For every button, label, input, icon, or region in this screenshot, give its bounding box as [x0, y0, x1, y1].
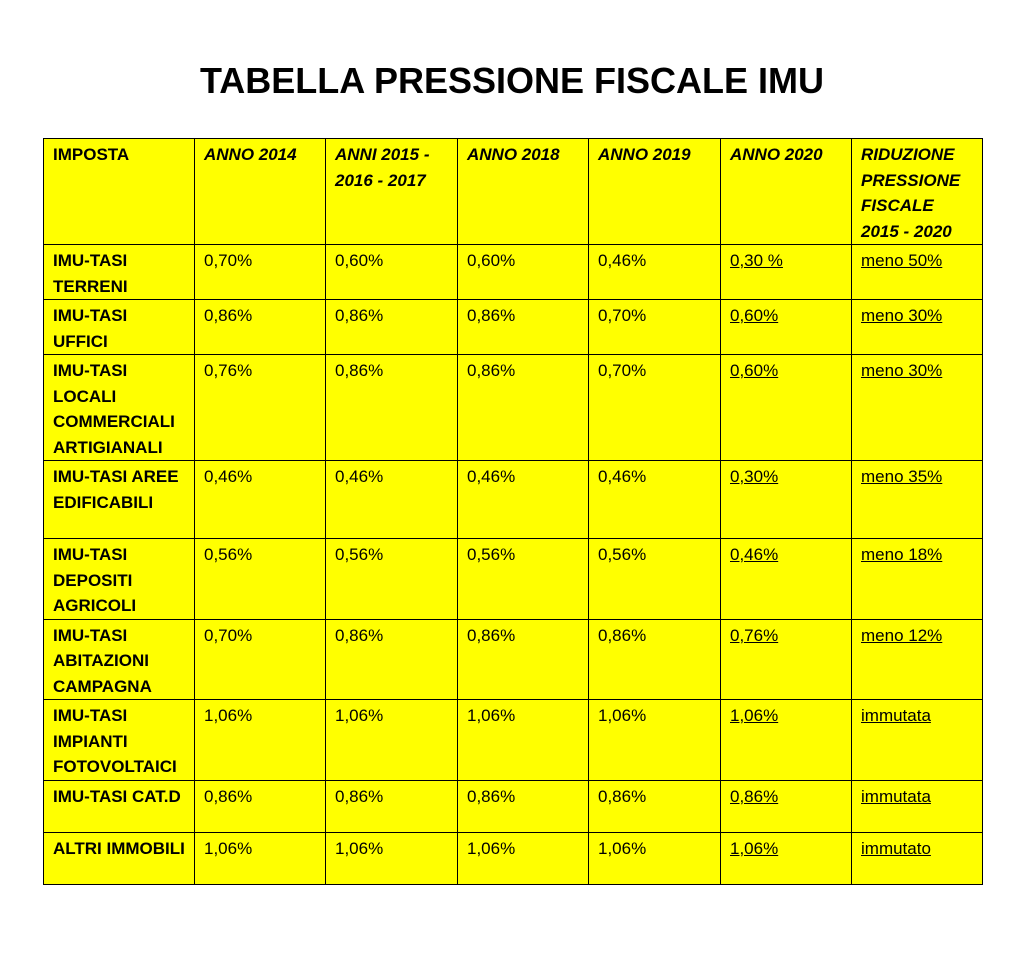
- cell-imposta: IMU-TASI ABITAZIONI CAMPAGNA: [44, 619, 195, 700]
- cell-2015-2017: 0,86%: [326, 619, 458, 700]
- cell-imposta: IMU-TASI IMPIANTI FOTOVOLTAICI: [44, 700, 195, 781]
- cell-2015-2017: 0,86%: [326, 780, 458, 832]
- table-row: [44, 780, 983, 832]
- page-title: TABELLA PRESSIONE FISCALE IMU: [199, 60, 825, 101]
- cell-2014: 0,56%: [195, 539, 326, 620]
- cell-2020: 0,60%: [721, 355, 852, 461]
- cell-2015-2017: 1,06%: [326, 832, 458, 884]
- cell-2018: 1,06%: [458, 832, 589, 884]
- cell-riduzione: meno 30%: [852, 300, 983, 355]
- table-row: [44, 700, 983, 781]
- header-anno-2014: ANNO 2014: [195, 139, 326, 245]
- cell-2015-2017: 1,06%: [326, 700, 458, 781]
- cell-2019: 0,86%: [589, 619, 721, 700]
- cell-2014: 0,70%: [195, 245, 326, 300]
- cell-2020: 1,06%: [721, 832, 852, 884]
- header-anni-2015-2017: ANNI 2015 - 2016 - 2017: [326, 139, 458, 245]
- cell-2018: 0,56%: [458, 539, 589, 620]
- cell-2014: 1,06%: [195, 832, 326, 884]
- table-row: [44, 300, 983, 355]
- cell-2020: 0,46%: [721, 539, 852, 620]
- cell-2019: 0,46%: [589, 461, 721, 539]
- cell-riduzione: immutata: [852, 780, 983, 832]
- cell-2014: 0,76%: [195, 355, 326, 461]
- cell-2020: 0,76%: [721, 619, 852, 700]
- cell-riduzione: meno 18%: [852, 539, 983, 620]
- cell-riduzione: meno 35%: [852, 461, 983, 539]
- cell-imposta: IMU-TASI TERRENI: [44, 245, 195, 300]
- header-imposta: IMPOSTA: [44, 139, 195, 245]
- cell-imposta: IMU-TASI AREE EDIFICABILI: [44, 461, 195, 539]
- cell-2015-2017: 0,56%: [326, 539, 458, 620]
- cell-imposta: ALTRI IMMOBILI: [44, 832, 195, 884]
- cell-imposta: IMU-TASI UFFICI: [44, 300, 195, 355]
- cell-2015-2017: 0,60%: [326, 245, 458, 300]
- cell-2018: 0,86%: [458, 780, 589, 832]
- header-anno-2020: ANNO 2020: [721, 139, 852, 245]
- header-anno-2018: ANNO 2018: [458, 139, 589, 245]
- table-row: [44, 619, 983, 700]
- cell-2020: 0,30 %: [721, 245, 852, 300]
- cell-2020: 0,60%: [721, 300, 852, 355]
- cell-2014: 0,70%: [195, 619, 326, 700]
- table-row: [44, 832, 983, 884]
- cell-2018: 1,06%: [458, 700, 589, 781]
- cell-2019: 1,06%: [589, 700, 721, 781]
- tax-table: [43, 138, 983, 885]
- cell-2015-2017: 0,86%: [326, 300, 458, 355]
- table-row: [44, 461, 983, 539]
- cell-2019: 1,06%: [589, 832, 721, 884]
- cell-imposta: IMU-TASI CAT.D: [44, 780, 195, 832]
- cell-riduzione: meno 12%: [852, 619, 983, 700]
- cell-2019: 0,86%: [589, 780, 721, 832]
- cell-2014: 0,86%: [195, 300, 326, 355]
- cell-2018: 0,86%: [458, 619, 589, 700]
- cell-2019: 0,46%: [589, 245, 721, 300]
- table-header-row: [44, 139, 983, 245]
- header-anno-2019: ANNO 2019: [589, 139, 721, 245]
- table-row: [44, 245, 983, 300]
- cell-2019: 0,70%: [589, 300, 721, 355]
- cell-2018: 0,60%: [458, 245, 589, 300]
- cell-riduzione: meno 30%: [852, 355, 983, 461]
- cell-imposta: IMU-TASI LOCALI COMMERCIALI ARTIGIANALI: [44, 355, 195, 461]
- cell-2020: 0,30%: [721, 461, 852, 539]
- cell-2019: 0,70%: [589, 355, 721, 461]
- cell-2020: 1,06%: [721, 700, 852, 781]
- cell-2018: 0,86%: [458, 355, 589, 461]
- cell-riduzione: meno 50%: [852, 245, 983, 300]
- table-row: [44, 355, 983, 461]
- cell-2014: 0,86%: [195, 780, 326, 832]
- cell-2014: 1,06%: [195, 700, 326, 781]
- cell-riduzione: immutato: [852, 832, 983, 884]
- table-row: [44, 539, 983, 620]
- header-riduzione: RIDUZIONE PRESSIONE FISCALE 2015 - 2020: [852, 139, 983, 245]
- cell-2020: 0,86%: [721, 780, 852, 832]
- cell-2015-2017: 0,86%: [326, 355, 458, 461]
- cell-2018: 0,46%: [458, 461, 589, 539]
- cell-2018: 0,86%: [458, 300, 589, 355]
- cell-imposta: IMU-TASI DEPOSITI AGRICOLI: [44, 539, 195, 620]
- cell-2014: 0,46%: [195, 461, 326, 539]
- cell-2019: 0,56%: [589, 539, 721, 620]
- cell-2015-2017: 0,46%: [326, 461, 458, 539]
- cell-riduzione: immutata: [852, 700, 983, 781]
